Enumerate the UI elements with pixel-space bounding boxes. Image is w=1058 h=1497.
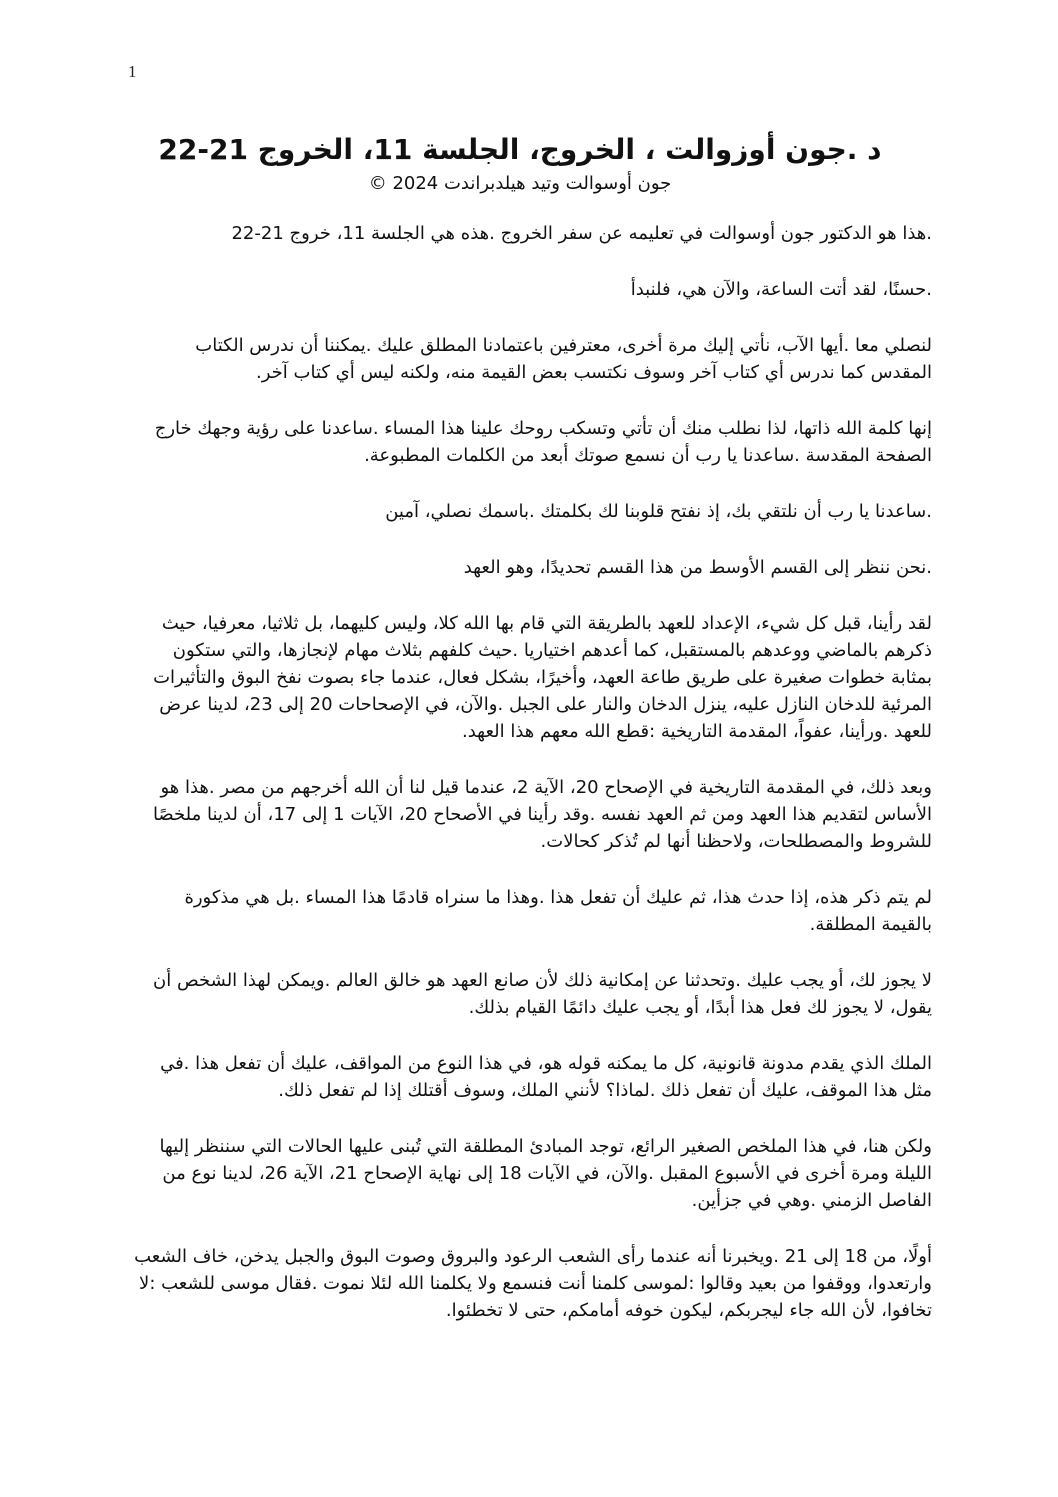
- document-header: [120, 128, 920, 196]
- paragraph: .هذا هو الدكتور جون أوسوالت في تعليمه عن سفر الخروج .هذه هي الجلسة 11، خروج 21-22: [231, 223, 932, 244]
- paragraph: لا يجوز لك، أو يجب عليك .وتحدثنا عن إمكانية ذلك لأن صانع العهد هو خالق العالم .ويمكن لهذا الشخص أن يقول، لا يجوز لك فعل هذا أبدًا، أو يجب عليك دائمًا القيام بذلك.: [153, 970, 932, 1018]
- paragraph: الملك الذي يقدم مدونة قانونية، كل ما يمكنه قوله هو، في هذا النوع من المواقف، عليك أن تفعل هذا .في مثل هذا الموقف، عليك أن تفعل ذلك .لماذا؟ لأنني الملك، وسوف أقتلك إذا لم تفعل ذلك.: [160, 1053, 932, 1101]
- paragraph: ولكن هنا، في هذا الملخص الصغير الرائع، توجد المبادئ المطلقة التي تُبنى عليها الحالات التي سننظر إليها الليلة ومرة أخرى في الأسبوع المقبل .والآن، في الآيات 18 إلى نهاية الإصحاح 21، الآية 26، لدينا نوع من الفاصل الزمني .وهي في جزأين.: [159, 1136, 932, 1211]
- paragraph: .ساعدنا يا رب أن نلتقي بك، إذ نفتح قلوبنا لك بكلمتك .باسمك نصلي، آمين: [385, 501, 932, 522]
- copyright-line: جون أوسوالت وتيد هيلدبراندت 2024 ©: [368, 173, 672, 194]
- paragraph: وبعد ذلك، في المقدمة التاريخية في الإصحاح 20، الآية 2، عندما قيل لنا أن الله أخرجهم من مصر .هذا هو الأساس لتقديم هذا العهد ومن ثم العهد نفسه .وقد رأينا في الأصحاح 20، الآيات 1 إلى 17، أن لدينا ملخصًا للشروط والمصطلحات، ولاحظنا أنها لم تُذكر كحالات.: [152, 777, 932, 852]
- paragraph: لنصلي معا .أيها الآب، نأتي إليك مرة أخرى، معترفين باعتمادنا المطلق عليك .يمكننا أن ندرس الكتاب المقدس كما ندرس أي كتاب آخر وسوف نكتسب بعض القيمة منه، ولكنه ليس أي كتاب آخر.: [195, 335, 932, 383]
- paragraph: .نحن ننظر إلى القسم الأوسط من هذا القسم تحديدًا، وهو العهد: [463, 557, 932, 578]
- paragraph: .حسنًا، لقد أتت الساعة، والآن هي، فلنبدأ: [630, 279, 932, 300]
- paragraph: إنها كلمة الله ذاتها، لذا نطلب منك أن تأتي وتسكب روحك علينا هذا المساء .ساعدنا على رؤية وجهك خارج الصفحة المقدسة .ساعدنا يا رب أن نسمع صوتك أبعد من الكلمات المطبوعة.: [154, 418, 932, 466]
- paragraph: لقد رأينا، قبل كل شيء، الإعداد للعهد بالطريقة التي قام بها الله كلا، وليس كليهما، بل ثلاثيا، معرفيا، حيث ذكرهم بالماضي ووعدهم بالمستقبل، كما أعدهم اختياريا .حيث كلفهم بثلاث مهام لإنجازها، والتي ستكون بمثابة خطوات صغيرة على طريق طاعة العهد، وأخيرًا، بشكل فعال، عندما جاء بصوت نفخ البوق والتأثيرات المرئية للدخان النازل عليه، ينزل الدخان والنار على الجبل .والآن، في الإصحاحات 20 إلى 23، لدينا عرض للعهد .ورأينا، عفواً، المقدمة التاريخية :قطع الله معهم هذا العهد.: [153, 613, 932, 742]
- page-number: 1: [128, 62, 137, 81]
- paragraph: أولًا، من 18 إلى 21 .ويخبرنا أنه عندما رأى الشعب الرعود والبروق وصوت البوق والجبل يدخن، خاف الشعب وارتعدوا، ووقفوا من بعيد وقالوا :لموسى كلمنا أنت فنسمع ولا يكلمنا الله لئلا نموت .فقال موسى للشعب :لا تخافوا، لأن الله جاء ليجربكم، ليكون خوفه أمامكم، حتى لا تخطئوا.: [134, 1246, 932, 1321]
- paragraph: لم يتم ذكر هذه، إذا حدث هذا، ثم عليك أن تفعل هذا .وهذا ما سنراه قادمًا هذا المساء .بل هي مذكورة بالقيمة المطلقة.: [184, 887, 932, 935]
- document-body: [132, 220, 932, 1353]
- document-title: د .جون أوزوالت ، الخروج، الجلسة 11، الخروج 21-22: [158, 133, 882, 166]
